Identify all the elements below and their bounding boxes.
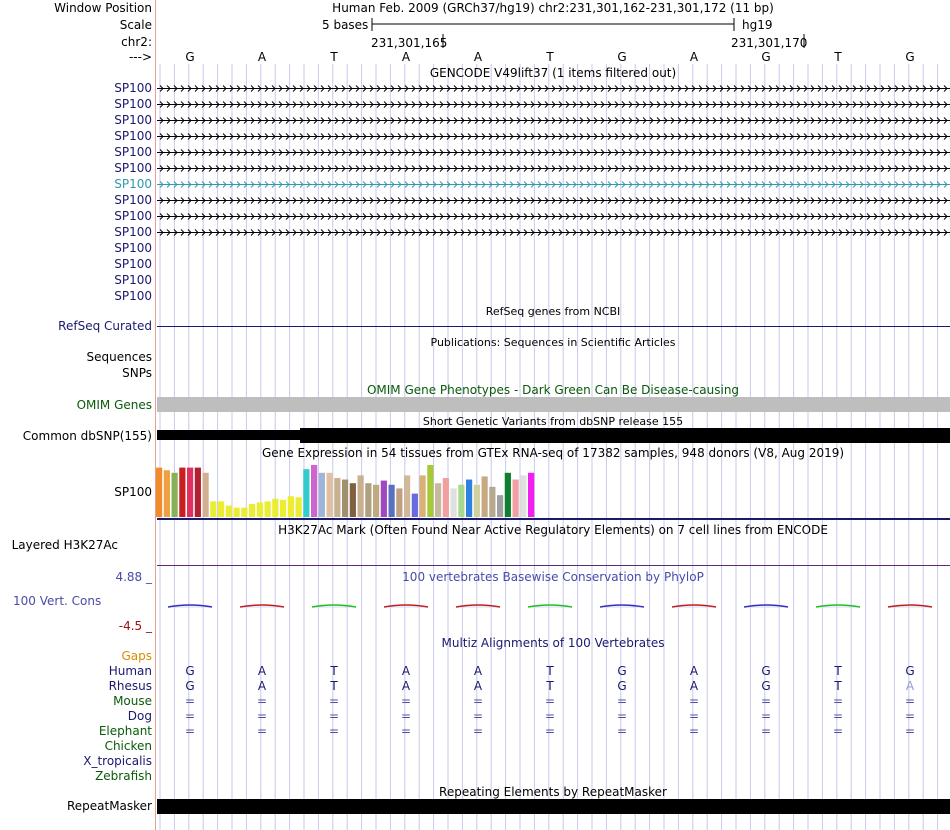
window-position-label: Window Position <box>54 1 152 15</box>
gtex-tissue-bar[interactable] <box>365 483 371 517</box>
multiz-alignment-base: = <box>472 694 484 708</box>
gtex-tissue-bar[interactable] <box>156 468 162 517</box>
gtex-tissue-bar[interactable] <box>404 475 410 517</box>
gtex-tissue-bar[interactable] <box>334 478 340 517</box>
base-letter: G <box>905 50 915 64</box>
gencode-transcript-label[interactable]: SP100 <box>114 97 152 111</box>
multiz-alignment-base: = <box>328 724 340 738</box>
publications-sequences-label[interactable]: Sequences <box>86 350 152 364</box>
gtex-tissue-bar[interactable] <box>172 473 178 517</box>
multiz-alignment-base: A <box>401 664 411 678</box>
gtex-tissue-bar[interactable] <box>218 501 224 517</box>
gtex-tissue-bar[interactable] <box>443 478 449 517</box>
multiz-alignment-base: = <box>184 694 196 708</box>
multiz-alignment-base: G <box>185 664 195 678</box>
gtex-tissue-bar[interactable] <box>311 465 317 517</box>
base-letter: T <box>330 50 338 64</box>
gtex-tissue-bar[interactable] <box>381 481 387 517</box>
gencode-transcript-label[interactable]: SP100 <box>114 273 152 287</box>
base-letter: G <box>617 50 627 64</box>
gtex-tissue-bar[interactable] <box>505 473 511 517</box>
multiz-alignment-base: A <box>473 679 483 693</box>
multiz-alignment-base: = <box>760 724 772 738</box>
gtex-tissue-bar[interactable] <box>296 497 302 517</box>
omim-track-label[interactable]: OMIM Genes <box>76 398 152 412</box>
phylop-ymax: 4.88 _ <box>115 570 152 584</box>
omim-track-title[interactable]: OMIM Gene Phenotypes - Dark Green Can Be Disease-causing <box>366 383 740 397</box>
multiz-alignment-base: = <box>616 694 628 708</box>
gtex-tissue-bar[interactable] <box>234 508 240 517</box>
h3k27ac-track-label[interactable]: Layered H3K27Ac <box>11 538 118 552</box>
position-right: 231,301,170 <box>731 36 808 50</box>
multiz-alignment-base: = <box>400 694 412 708</box>
multiz-alignment-base: = <box>832 694 844 708</box>
multiz-alignment-base: A <box>257 664 267 678</box>
base-letter: G <box>185 50 195 64</box>
gtex-tissue-bar[interactable] <box>257 502 263 517</box>
gencode-transcript-label[interactable]: SP100 <box>114 289 152 303</box>
multiz-alignment-base: = <box>184 724 196 738</box>
multiz-alignment-base: A <box>257 679 267 693</box>
multiz-alignment-base: = <box>832 724 844 738</box>
multiz-alignment-base: G <box>617 664 627 678</box>
multiz-alignment-base: = <box>256 694 268 708</box>
multiz-alignment-base: A <box>473 664 483 678</box>
multiz-alignment-base: = <box>184 709 196 723</box>
position-left: 231,301,165 <box>371 36 448 50</box>
dbsnp-track-label[interactable]: Common dbSNP(155) <box>22 429 152 443</box>
gtex-tissue-bar[interactable] <box>226 506 232 517</box>
gtex-divider <box>157 518 950 520</box>
base-letter: A <box>257 50 267 64</box>
phylop-conservation-plot[interactable] <box>0 592 950 622</box>
multiz-alignment-base: T <box>330 664 338 678</box>
multiz-species-label[interactable]: Rhesus <box>108 679 152 693</box>
chrom-label: chr2: <box>121 35 152 49</box>
scale-label: Scale <box>119 18 152 32</box>
gtex-tissue-bar[interactable] <box>210 501 216 517</box>
multiz-alignment-base: = <box>328 694 340 708</box>
gtex-track-label[interactable]: SP100 <box>114 485 152 499</box>
repeatmasker-track-title[interactable]: Repeating Elements by RepeatMasker <box>439 785 667 799</box>
multiz-alignment-base: T <box>546 664 554 678</box>
dbsnp-bar-left[interactable] <box>157 430 300 440</box>
gencode-transcript-label[interactable]: SP100 <box>114 225 152 239</box>
base-letter: A <box>689 50 699 64</box>
multiz-species-label[interactable]: Mouse <box>113 694 152 708</box>
multiz-alignment-base: = <box>832 709 844 723</box>
multiz-alignment-base: = <box>904 709 916 723</box>
multiz-alignment-base: = <box>544 709 556 723</box>
gtex-tissue-bar[interactable] <box>350 483 356 517</box>
gtex-tissue-bar[interactable] <box>489 487 495 517</box>
multiz-alignment-base: = <box>400 709 412 723</box>
gtex-tissue-bar[interactable] <box>327 473 333 517</box>
multiz-alignment-base: A <box>401 679 411 693</box>
gtex-tissue-bar[interactable] <box>164 470 170 517</box>
gtex-tissue-bar[interactable] <box>420 475 426 517</box>
multiz-alignment-base: G <box>617 679 627 693</box>
publications-snps-label[interactable]: SNPs <box>122 366 152 380</box>
base-letter: T <box>834 50 842 64</box>
multiz-alignment-base: T <box>546 679 554 693</box>
gtex-tissue-bar[interactable] <box>451 488 457 517</box>
gencode-transcript-label[interactable]: SP100 <box>114 145 152 159</box>
gtex-tissue-bar[interactable] <box>412 494 418 517</box>
refseq-track-title[interactable]: RefSeq genes from NCBI <box>485 305 621 318</box>
gencode-transcript-label[interactable]: SP100 <box>114 177 152 191</box>
gencode-transcripts[interactable] <box>0 0 950 240</box>
refseq-track-label[interactable]: RefSeq Curated <box>58 319 152 333</box>
gtex-tissue-bar[interactable] <box>520 475 526 517</box>
multiz-alignment-base: = <box>256 724 268 738</box>
phylop-ymin: -4.5 _ <box>118 619 152 633</box>
multiz-alignment-base: = <box>904 724 916 738</box>
gencode-transcript-label[interactable]: SP100 <box>114 193 152 207</box>
scale-bases-text: 5 bases <box>322 18 369 32</box>
multiz-alignment-base: = <box>760 709 772 723</box>
multiz-track-title[interactable]: Multiz Alignments of 100 Vertebrates <box>441 636 665 650</box>
h3k27ac-track-title[interactable]: H3K27Ac Mark (Often Found Near Active Regulatory Elements) on 7 cell lines from ENCODE <box>278 523 828 537</box>
multiz-species-label[interactable]: Elephant <box>98 724 152 738</box>
phylop-track-label[interactable]: 100 Vert. Cons <box>13 594 102 608</box>
gtex-tissue-bar[interactable] <box>513 480 519 517</box>
base-letter: T <box>546 50 554 64</box>
multiz-alignment-base: = <box>328 709 340 723</box>
gtex-tissue-bar[interactable] <box>195 468 201 517</box>
gtex-tissue-bar[interactable] <box>342 480 348 517</box>
multiz-alignment-base: = <box>760 694 772 708</box>
h3k27ac-baseline <box>157 565 950 566</box>
assembly-position: Human Feb. 2009 (GRCh37/hg19) chr2:231,301,162-231,301,172 (11 bp) <box>332 1 774 15</box>
refseq-line <box>157 326 950 327</box>
assembly-short: hg19 <box>742 18 773 32</box>
multiz-species-label[interactable]: Dog <box>127 709 152 723</box>
gtex-tissue-bar[interactable] <box>179 468 185 517</box>
gtex-tissue-bar[interactable] <box>474 485 480 517</box>
dbsnp-track-title[interactable]: Short Genetic Variants from dbSNP release 155 <box>422 415 684 428</box>
dbsnp-bar-right[interactable] <box>300 428 950 443</box>
multiz-gaps-label: Gaps <box>121 649 152 663</box>
gencode-transcript-label[interactable]: SP100 <box>114 209 152 223</box>
base-letter: A <box>401 50 411 64</box>
multiz-alignment-base: = <box>904 694 916 708</box>
gtex-tissue-bar[interactable] <box>497 495 503 517</box>
multiz-alignment-base: T <box>834 679 842 693</box>
gtex-tissue-bar[interactable] <box>265 501 271 517</box>
multiz-alignment-base: T <box>834 664 842 678</box>
phylop-track-title[interactable]: 100 vertebrates Basewise Conservation by PhyloP <box>402 570 704 584</box>
gencode-transcript-label[interactable]: SP100 <box>114 241 152 255</box>
gencode-transcript-label[interactable]: SP100 <box>114 161 152 175</box>
repeatmasker-track-label[interactable]: RepeatMasker <box>66 799 152 813</box>
gtex-tissue-bar[interactable] <box>288 496 294 517</box>
repeatmasker-bar[interactable] <box>157 799 950 814</box>
publications-track-title[interactable]: Publications: Sequences in Scientific Articles <box>430 336 676 349</box>
gtex-tissue-bar[interactable] <box>358 475 364 517</box>
strand-arrow-label: ---> <box>128 50 152 64</box>
gtex-tissue-bar[interactable] <box>389 485 395 517</box>
gtex-tissue-bar[interactable] <box>528 473 534 517</box>
gtex-tissue-bar[interactable] <box>280 500 286 517</box>
gtex-tissue-bar[interactable] <box>303 469 309 517</box>
multiz-alignment-base: = <box>616 709 628 723</box>
gencode-transcript-label[interactable]: SP100 <box>114 129 152 143</box>
multiz-alignment-base: G <box>761 679 771 693</box>
multiz-alignment-base: = <box>472 724 484 738</box>
multiz-alignment-base: = <box>688 709 700 723</box>
multiz-alignment-base: A <box>689 679 699 693</box>
multiz-alignment-base: = <box>616 724 628 738</box>
gencode-transcript-label[interactable]: SP100 <box>114 81 152 95</box>
multiz-alignment-base: = <box>472 709 484 723</box>
base-letter: A <box>473 50 483 64</box>
gtex-tissue-bar[interactable] <box>272 499 278 517</box>
gtex-tissue-bar[interactable] <box>373 485 379 517</box>
multiz-alignment-base: = <box>400 724 412 738</box>
multiz-alignment-base: = <box>688 724 700 738</box>
multiz-alignment-base: = <box>256 709 268 723</box>
omim-bar[interactable] <box>157 397 950 412</box>
multiz-alignment-base: G <box>185 679 195 693</box>
gtex-tissue-bar[interactable] <box>458 485 464 517</box>
multiz-species-label[interactable]: Zebrafish <box>95 769 152 783</box>
gtex-tissue-bar[interactable] <box>466 480 472 517</box>
multiz-alignment-base: G <box>761 664 771 678</box>
gencode-transcript-label[interactable]: SP100 <box>114 257 152 271</box>
gtex-tissue-bar[interactable] <box>396 488 402 517</box>
multiz-species-label[interactable]: Human <box>108 664 152 678</box>
gencode-track-title[interactable]: GENCODE V49lift37 (1 items filtered out) <box>429 66 677 80</box>
multiz-alignment-base: = <box>544 694 556 708</box>
base-letter: G <box>761 50 771 64</box>
multiz-alignment-base: T <box>330 679 338 693</box>
gtex-tissue-bar[interactable] <box>203 473 209 517</box>
multiz-alignment-base: A <box>905 679 915 693</box>
multiz-alignment-base: A <box>689 664 699 678</box>
gtex-tissue-bar[interactable] <box>241 508 247 517</box>
gtex-tissue-bar[interactable] <box>427 465 433 517</box>
gtex-tissue-bar[interactable] <box>482 476 488 517</box>
multiz-alignment-base: G <box>905 664 915 678</box>
multiz-species-label[interactable]: X_tropicalis <box>83 754 152 768</box>
multiz-alignment-base: = <box>544 724 556 738</box>
gtex-track-title[interactable]: Gene Expression in 54 tissues from GTEx RNA-seq of 17382 samples, 948 donors (V8, Aug 2019) <box>261 446 845 460</box>
gtex-tissue-bar[interactable] <box>435 483 441 517</box>
multiz-species-label[interactable]: Chicken <box>104 739 152 753</box>
gtex-tissue-bar[interactable] <box>319 473 325 517</box>
multiz-alignment-base: = <box>688 694 700 708</box>
gencode-transcript-label[interactable]: SP100 <box>114 113 152 127</box>
gtex-tissue-bar[interactable] <box>249 504 255 517</box>
gtex-tissue-bar[interactable] <box>187 468 193 517</box>
